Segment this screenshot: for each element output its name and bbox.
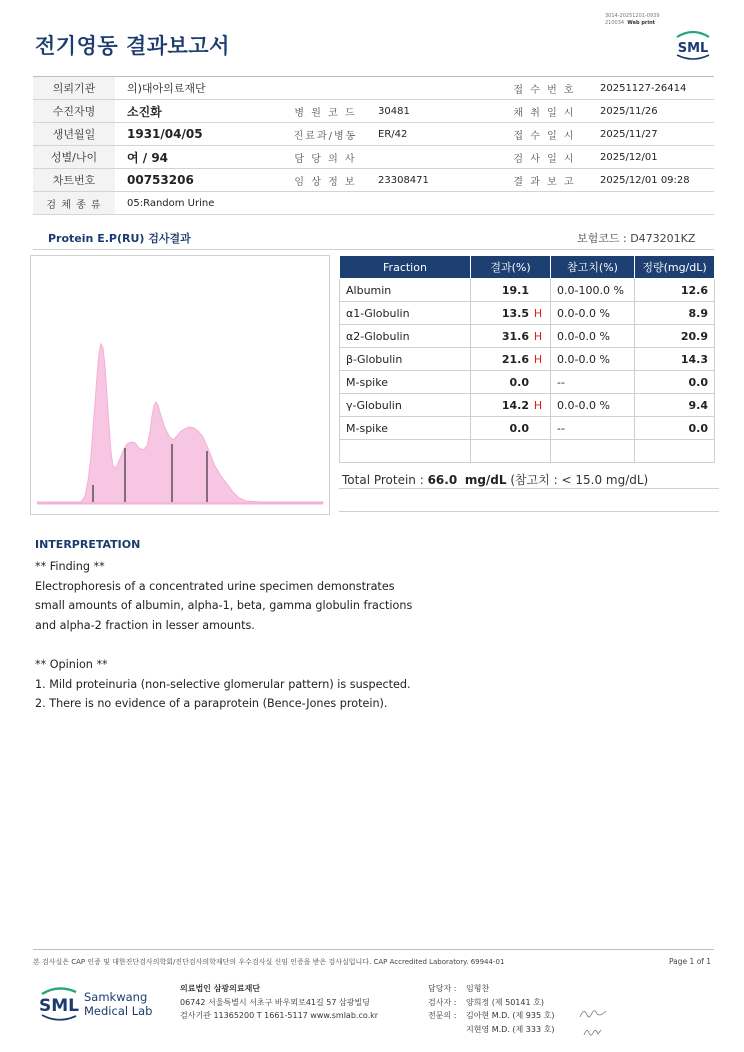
result-cell [471,279,551,302]
info-value: 2025/12/01 [588,146,714,169]
specimen-value: 05:Random Urine [115,192,714,215]
info-value: 2025/11/26 [588,100,714,123]
info-label: 의뢰기관 [33,77,115,100]
fraction-name: Albumin [340,279,471,302]
insurance-code: 보험코드 : D473201KZ [577,232,696,245]
reference-range [551,440,635,463]
result-row [340,440,715,463]
staff-role: 검사자 : [428,997,457,1007]
result-value: 0.0 [509,421,529,435]
interpretation-line: and alpha-2 fraction in lesser amounts. [35,618,255,632]
info-label: 진료과/병동 [285,123,366,146]
info-label: 접 수 번 호 [501,77,588,100]
results-table [339,255,715,463]
high-flag: H [533,398,543,412]
interpretation-line: small amounts of albumin, alpha-1, beta, gamma globulin fractions [35,599,413,613]
info-label: 결 과 보 고 [501,169,588,192]
result-row [340,325,715,348]
interpretation-text [35,557,715,714]
result-value: 19.1 [501,283,529,297]
info-label: 생년월일 [33,123,115,146]
col-quantity: 정량(mg/dL) [635,256,715,279]
logo-name-line1: Samkwang [84,990,148,1004]
staff-row [428,996,554,1010]
interpretation-line: 1. Mild proteinuria (non-selective glomerular pattern) is suspected. [35,677,411,691]
fraction-name: γ-Globulin [340,394,471,417]
fraction-name: α1-Globulin [340,302,471,325]
staff-row [428,1009,554,1023]
section-title: Protein E.P(RU) 검사결과 [48,232,191,245]
electrophoresis-chart [30,255,330,515]
info-label: 검 사 일 시 [501,146,588,169]
info-label: 담 당 의 사 [285,146,366,169]
org-name: 의료법인 삼광의료재단 [180,984,261,993]
reference-range: 0.0-0.0 % [551,348,635,371]
signatures [578,1005,610,1041]
result-row [340,417,715,440]
electrophoresis-curve [31,256,329,514]
fraction-name: α2-Globulin [340,325,471,348]
result-value: 13.5 [501,306,529,320]
org-contact: 검사기관 11365200 T 1661-5117 www.smlab.co.kr [180,1011,379,1020]
staff-name: 임형찬 [466,984,490,993]
result-row [340,279,715,302]
patient-info-row [33,77,714,100]
result-cell [471,440,551,463]
info-label: 접 수 일 시 [501,123,588,146]
info-label: 임 상 정 보 [285,169,366,192]
patient-info-row [33,123,714,146]
interpretation-line: 2. There is no evidence of a paraprotein (Bence-Jones protein). [35,697,388,711]
interpretation-line: ** Opinion ** [35,657,108,671]
staff-role: 담당자 : [428,984,457,993]
info-label: 차트번호 [33,169,115,192]
staff-row [428,1023,554,1037]
interpretation-line: Electrophoresis of a concentrated urine specimen demonstrates [35,579,395,593]
fraction-name: M-spike [340,371,471,394]
web-print-stamp [605,13,660,27]
info-value: 1931/04/05 [115,123,285,146]
info-value: 2025/12/01 09:28 [588,169,714,192]
info-value: 30481 [366,100,501,123]
fraction-name: β-Globulin [340,348,471,371]
result-value: 14.2 [501,398,529,412]
interpretation-line [35,635,715,655]
signature-1 [580,1011,606,1017]
staff-name: 지현영 M.D. (제 333 호) [466,1024,555,1034]
total-unit: mg/dL [464,473,507,487]
reference-range: 0.0-0.0 % [551,302,635,325]
result-row [340,394,715,417]
footer-divider [33,949,714,950]
result-cell [471,417,551,440]
result-value: 21.6 [501,352,529,366]
result-value: 31.6 [501,329,529,343]
quantity-value: 8.9 [635,302,715,325]
total-protein [342,471,648,488]
quantity-value: 0.0 [635,371,715,394]
org-address: 06742 서울특별시 서초구 바우뫼로41길 57 삼광빌딩 [180,997,370,1007]
result-cell [471,394,551,417]
reference-range: 0.0-100.0 % [551,279,635,302]
fraction-name: M-spike [340,417,471,440]
reference-range: -- [551,371,635,394]
patient-info-table [33,76,714,215]
info-value [366,77,501,100]
fraction-name [340,440,471,463]
info-label: 병 원 코 드 [285,100,366,123]
info-value: ER/42 [366,123,501,146]
result-row [340,371,715,394]
info-value: 2025/11/27 [588,123,714,146]
sml-logo [672,25,714,63]
web-print-label: Web print [627,20,656,26]
logo-name-line2: Medical Lab [84,1004,153,1018]
footer-logo-text: SML [39,996,79,1016]
info-value: 23308471 [366,169,501,192]
info-value: 소진화 [115,100,285,123]
reference-range: 0.0-0.0 % [551,394,635,417]
high-flag: H [533,329,543,343]
info-value: 의)대아의료재단 [115,77,285,100]
info-label: 수진자명 [33,100,115,123]
staff-name: 김아현 M.D. (제 935 호) [466,1011,555,1020]
interpretation-heading: INTERPRETATION [35,538,141,551]
quantity-value: 14.3 [635,348,715,371]
web-print-id: 3014-20251201-0939 [605,13,660,19]
quantity-value: 12.6 [635,279,715,302]
patient-info-row [33,169,714,192]
quantity-value: 9.4 [635,394,715,417]
total-divider-bottom [339,511,719,512]
result-value: 0.0 [509,375,529,389]
info-label: 채 취 일 시 [501,100,588,123]
info-value [366,146,501,169]
quantity-value [635,440,715,463]
page-number: Page 1 of 1 [669,957,712,966]
col-result: 결과(%) [471,256,551,279]
staff-role: 전문의 : [428,1011,457,1020]
result-cell [471,371,551,394]
info-value: 20251127-26414 [588,77,714,100]
total-divider-top [339,488,719,489]
staff-name: 양희정 (제 50141 호) [466,997,544,1007]
web-print-code: 210034 [605,20,625,26]
result-cell [471,302,551,325]
logo-text: SML [677,41,709,56]
page-title: 전기영동 결과보고서 [35,34,230,58]
signature-2 [584,1030,601,1035]
result-cell [471,348,551,371]
reference-range: 0.0-0.0 % [551,325,635,348]
result-row [340,348,715,371]
specimen-label: 검 체 종 류 [33,192,115,215]
info-value: 00753206 [115,169,285,192]
reference-range: -- [551,417,635,440]
patient-info-row [33,100,714,123]
info-label: 성별/나이 [33,146,115,169]
densitometry-trace [37,344,323,503]
quantity-value: 20.9 [635,325,715,348]
result-cell [471,325,551,348]
result-row [340,302,715,325]
samkwang-logo [38,983,158,1023]
staff-row [428,982,554,996]
col-fraction: Fraction [340,256,471,279]
high-flag: H [533,306,543,320]
org-info [180,982,378,1023]
interpretation-line: ** Finding ** [35,560,105,573]
info-label [285,77,366,100]
high-flag: H [533,352,543,366]
quantity-value: 0.0 [635,417,715,440]
results-header-row [340,256,715,279]
patient-info-row [33,192,714,215]
results-rows [340,279,715,463]
col-reference: 참고치(%) [551,256,635,279]
total-prefix: Total Protein : [342,473,428,487]
patient-info-rows [33,77,714,215]
total-value: 66.0 [427,473,458,487]
patient-info-row [33,146,714,169]
accreditation-note: 본 검사실은 CAP 인증 및 대한진단검사의학회/진단검사의학재단의 우수검사실 신임 인증을 받은 검사실입니다. CAP Accredited Laboratory. 69944-01 [33,958,505,966]
staff-list [428,982,554,1036]
total-reference: (참고치 : < 15.0 mg/dL) [510,473,649,487]
section-divider [33,249,714,250]
info-value: 여 / 94 [115,146,285,169]
